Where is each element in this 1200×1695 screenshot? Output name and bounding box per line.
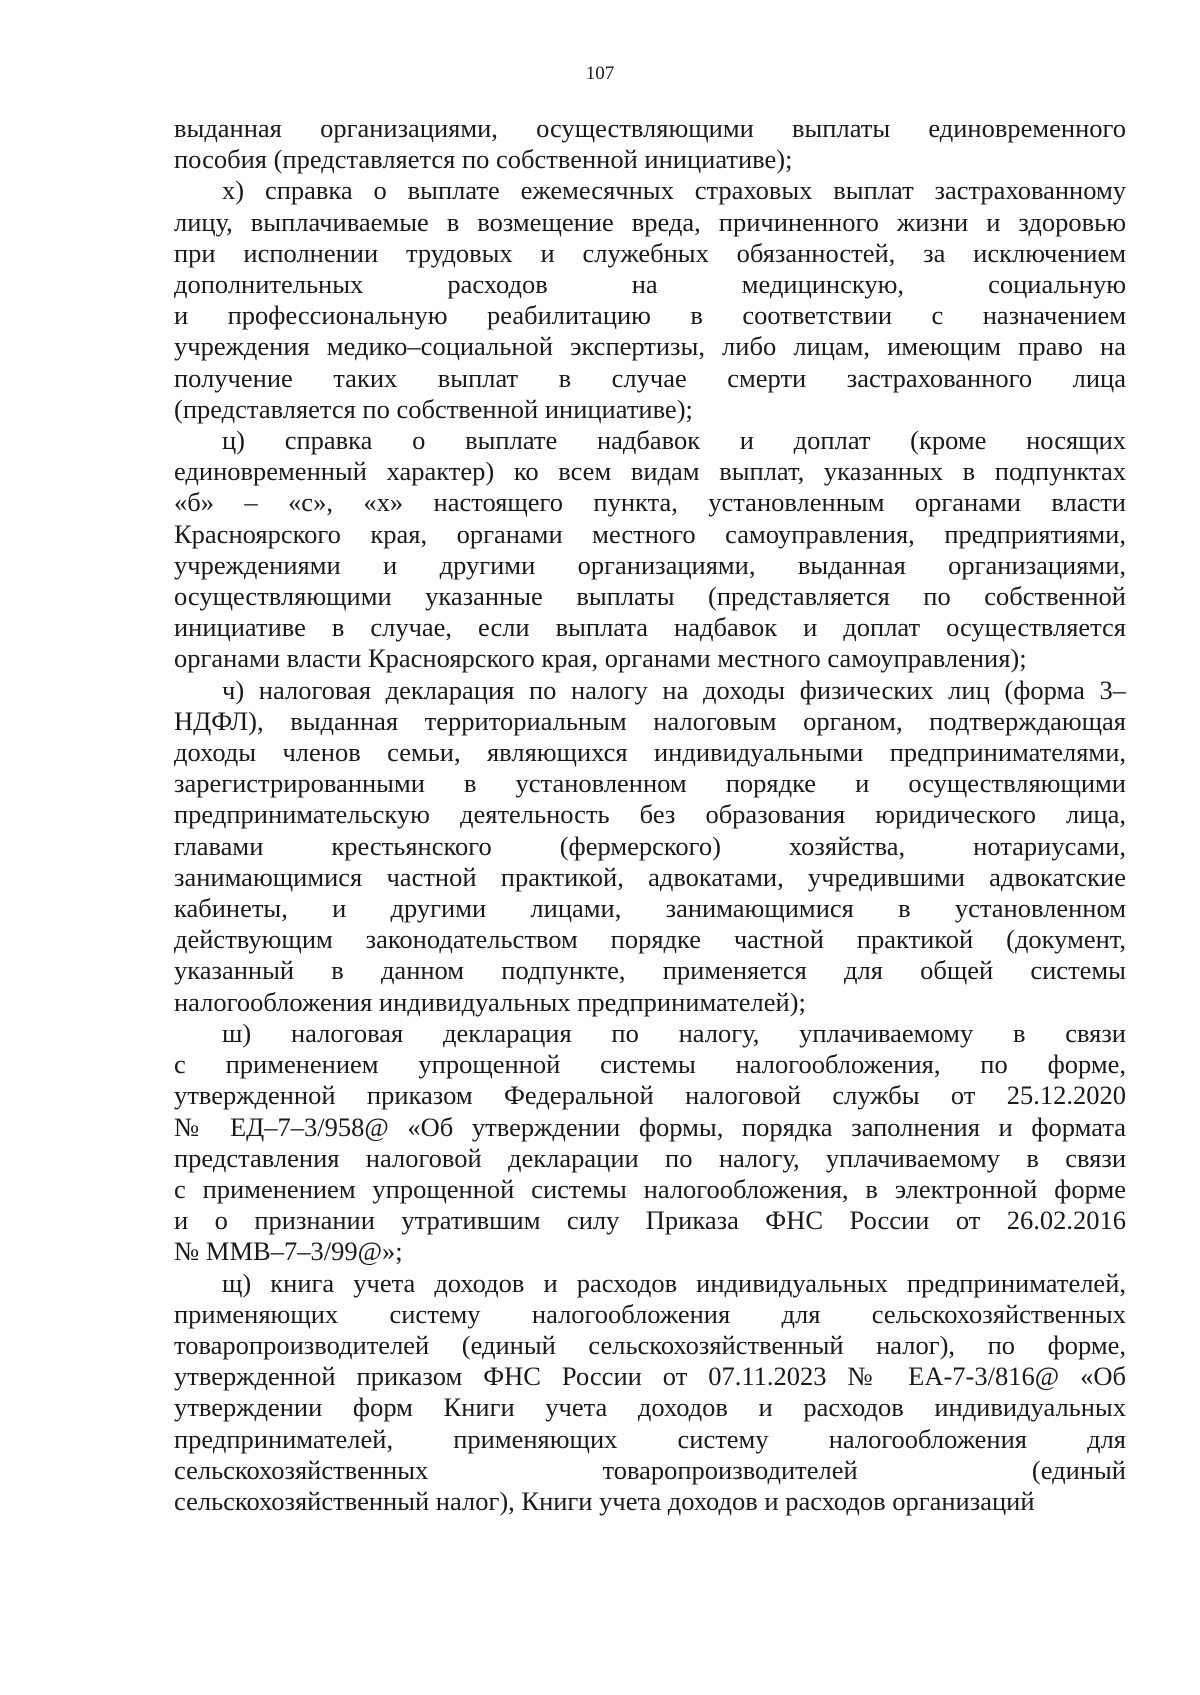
text-line: с применением упрощенной системы налогообложения, в электронной форме: [174, 1173, 1126, 1204]
document-body: [174, 113, 1126, 1517]
text-line: выданная организациями, осуществляющими выплаты единовременного: [174, 113, 1126, 143]
text-line: и профессиональную реабилитацию в соответствии с назначением: [174, 300, 1126, 331]
text-line: № ЕД–7–3/958@ «Об утверждении формы, порядка заполнения и формата: [174, 1111, 1126, 1142]
paragraph: [174, 1268, 1126, 1518]
text-line: указанный в данном подпункте, применяется для общей системы: [174, 955, 1126, 986]
text-line: занимающимися частной практикой, адвокатами, учредившими адвокатские: [174, 861, 1126, 892]
paragraph: [174, 425, 1126, 675]
text-line: Красноярского края, органами местного самоуправления, предприятиями,: [174, 518, 1126, 549]
text-line: утвержденной приказом Федеральной налоговой службы от 25.12.2020: [174, 1080, 1126, 1111]
text-line: сельскохозяйственных товаропроизводителей (единый: [174, 1454, 1126, 1485]
text-line: кабинеты, и другими лицами, занимающимися в установленном: [174, 893, 1126, 924]
text-line: зарегистрированными в установленном порядке и осуществляющими: [174, 768, 1126, 799]
text-line: инициативе в случае, если выплата надбавок и доплат осуществляется: [174, 612, 1126, 643]
text-line: щ) книга учета доходов и расходов индивидуальных предпринимателей,: [222, 1267, 1126, 1298]
text-line: утверждении форм Книги учета доходов и расходов индивидуальных: [174, 1392, 1126, 1423]
page-number: 107: [585, 63, 615, 84]
text-line: органами власти Красноярского края, органами местного самоуправления);: [174, 643, 1027, 674]
text-line: № ММВ–7–3/99@»;: [174, 1236, 403, 1267]
text-line: пособия (представляется по собственной инициативе);: [174, 144, 793, 175]
text-line: главами крестьянского (фермерского) хозяйства, нотариусами,: [174, 830, 1126, 861]
text-line: получение таких выплат в случае смерти застрахованного лица: [174, 362, 1126, 393]
text-line: предпринимательскую деятельность без образования юридического лица,: [174, 799, 1126, 830]
text-line: учреждения медико–социальной экспертизы, либо лицам, имеющим право на: [174, 331, 1126, 362]
text-line: утвержденной приказом ФНС России от 07.11.2023 № ЕА-7-3/816@ «Об: [174, 1361, 1126, 1392]
text-line: ц) справка о выплате надбавок и доплат (кроме носящих: [222, 425, 1126, 456]
paragraph: [174, 675, 1126, 1018]
text-line: с применением упрощенной системы налогообложения, по форме,: [174, 1049, 1126, 1080]
text-line: (представляется по собственной инициативе);: [174, 393, 693, 424]
paragraph: [174, 113, 1126, 175]
paragraph: [174, 175, 1126, 425]
paragraph: [174, 1018, 1126, 1268]
text-line: лицу, выплачиваемые в возмещение вреда, причиненного жизни и здоровью: [174, 206, 1126, 237]
text-line: «б» – «с», «х» настоящего пункта, установленным органами власти: [174, 487, 1126, 518]
text-line: представления налоговой декларации по налогу, уплачиваемому в связи: [174, 1142, 1126, 1173]
text-line: применяющих систему налогообложения для сельскохозяйственных: [174, 1298, 1126, 1329]
text-line: товаропроизводителей (единый сельскохозяйственный налог), по форме,: [174, 1329, 1126, 1360]
text-line: х) справка о выплате ежемесячных страховых выплат застрахованному: [222, 175, 1126, 206]
text-line: и о признании утратившим силу Приказа ФНС России от 26.02.2016: [174, 1205, 1126, 1236]
text-line: налогообложения индивидуальных предпринимателей);: [174, 986, 806, 1017]
text-line: учреждениями и другими организациями, выданная организациями,: [174, 549, 1126, 580]
text-line: единовременный характер) ко всем видам выплат, указанных в подпунктах: [174, 456, 1126, 487]
text-line: действующим законодательством порядке частной практикой (документ,: [174, 924, 1126, 955]
text-line: доходы членов семьи, являющихся индивидуальными предпринимателями,: [174, 737, 1126, 768]
text-line: осуществляющими указанные выплаты (представляется по собственной: [174, 581, 1126, 612]
text-line: ш) налоговая декларация по налогу, уплачиваемому в связи: [222, 1017, 1126, 1048]
text-line: предпринимателей, применяющих систему налогообложения для: [174, 1423, 1126, 1454]
text-line: при исполнении трудовых и служебных обязанностей, за исключением: [174, 237, 1126, 268]
text-line: ч) налоговая декларация по налогу на доходы физических лиц (форма 3–: [222, 674, 1126, 705]
text-line: дополнительных расходов на медицинскую, социальную: [174, 269, 1126, 300]
text-line: НДФЛ), выданная территориальным налоговым органом, подтверждающая: [174, 705, 1126, 736]
text-line: сельскохозяйственный налог), Книги учета доходов и расходов организаций: [174, 1485, 1035, 1516]
